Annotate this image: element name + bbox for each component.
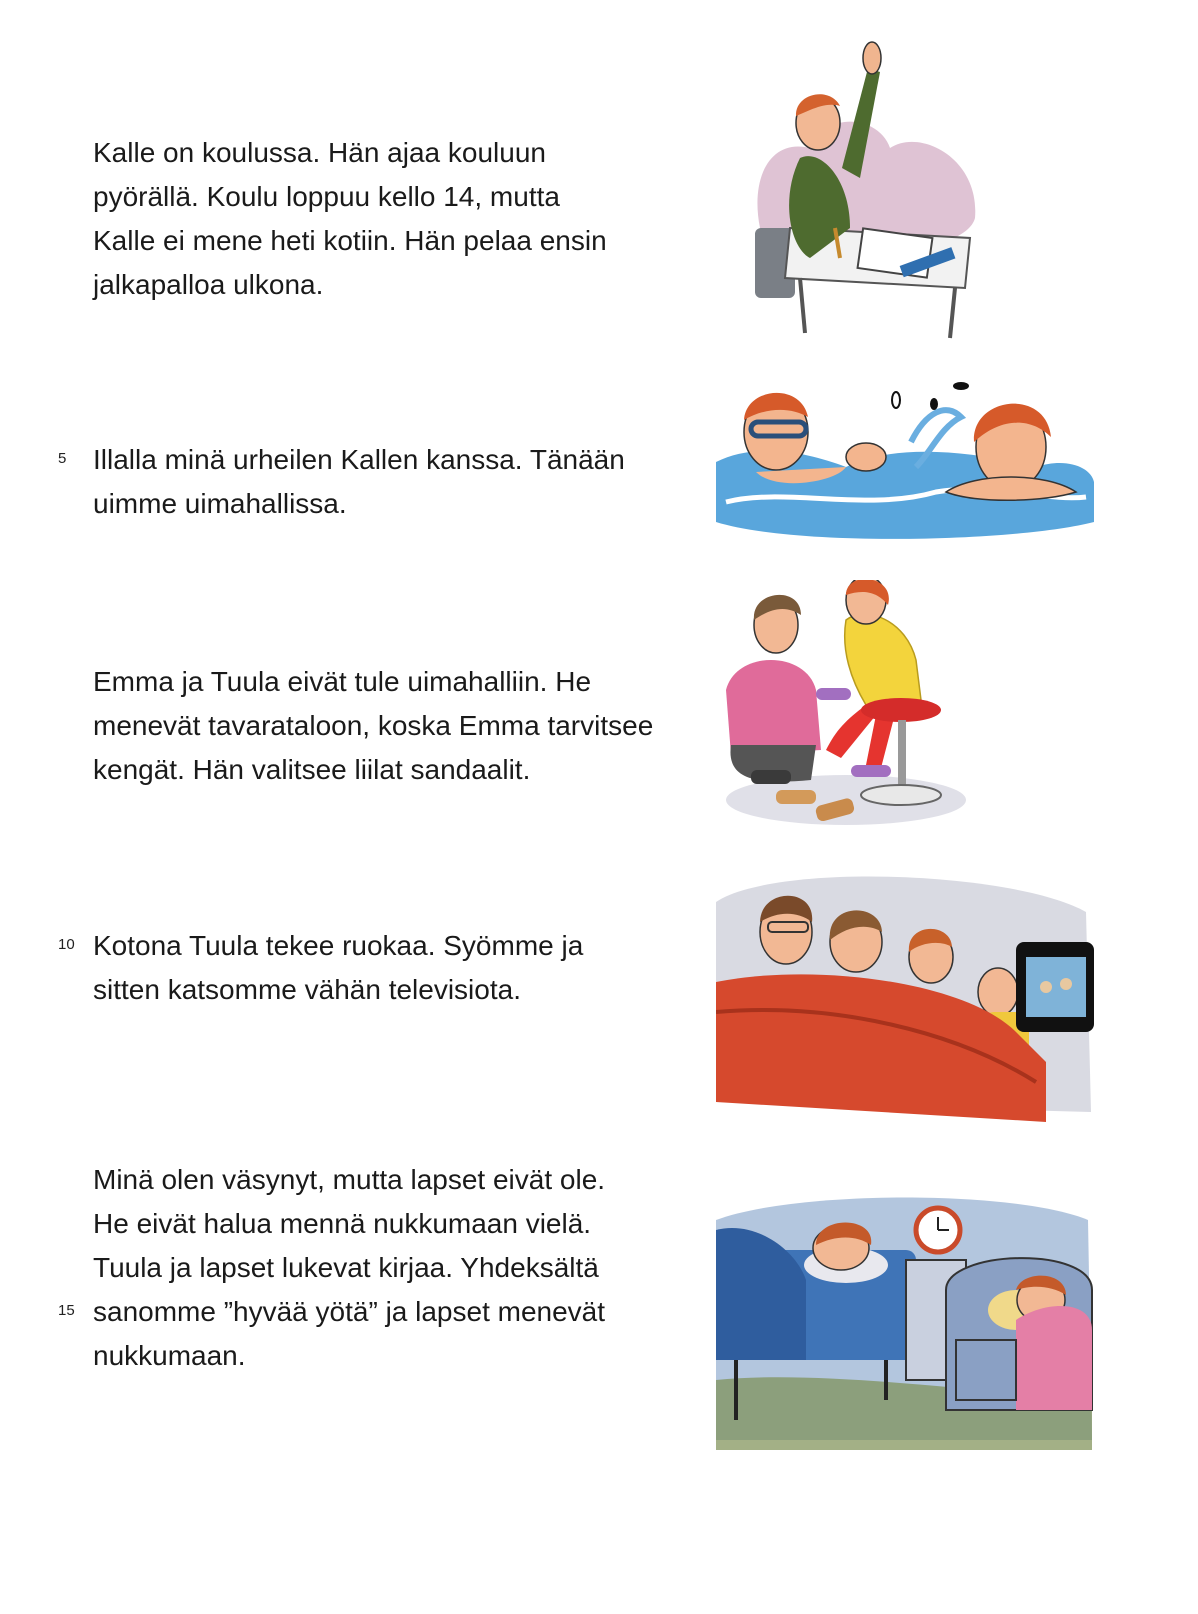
text-line: sitten katsomme vähän televisiota. — [93, 974, 521, 1005]
illustration-watching-tv — [716, 862, 1096, 1132]
text-line: Emma ja Tuula eivät tule uimahalliin. He — [93, 666, 592, 697]
text-line: He eivät halua mennä nukkumaan vielä. — [93, 1208, 592, 1239]
paragraph-5 — [93, 1158, 693, 1378]
text-line: Kalle on koulussa. Hän ajaa kouluun — [93, 137, 546, 168]
text-line: Kalle ei mene heti kotiin. Hän pelaa ensin — [93, 225, 607, 256]
text-line: uimme uimahallissa. — [93, 488, 347, 519]
text-line: menevät tavarataloon, koska Emma tarvitsee — [93, 710, 654, 741]
paragraph-3 — [93, 660, 693, 792]
text-line: Tuula ja lapset lukevat kirjaa. Yhdeksältä — [93, 1252, 599, 1283]
text-line: Illalla minä urheilen Kallen kanssa. Tänään — [93, 444, 625, 475]
line-number: 15 — [58, 1302, 75, 1319]
text-line: Kotona Tuula tekee ruokaa. Syömme ja — [93, 930, 584, 961]
illustration-shoe-store — [716, 580, 976, 840]
illustration-bedtime — [716, 1190, 1096, 1460]
text-line: nukkumaan. — [93, 1340, 246, 1371]
text-line: pyörällä. Koulu loppuu kello 14, mutta — [93, 181, 560, 212]
text-line: kengät. Hän valitsee liilat sandaalit. — [93, 754, 531, 785]
text-line: Minä olen väsynyt, mutta lapset eivät ole. — [93, 1164, 606, 1195]
line-number: 10 — [58, 936, 75, 953]
paragraph-2 — [93, 438, 693, 526]
line-number: 5 — [58, 450, 67, 467]
paragraph-4 — [93, 924, 693, 1012]
illustration-swimming — [716, 372, 1096, 552]
text-line: sanomme ”hyvää yötä” ja lapset menevät — [93, 1296, 606, 1327]
paragraph-1 — [93, 131, 693, 307]
text-line: jalkapalloa ulkona. — [93, 269, 324, 300]
illustration-school — [750, 28, 1000, 348]
